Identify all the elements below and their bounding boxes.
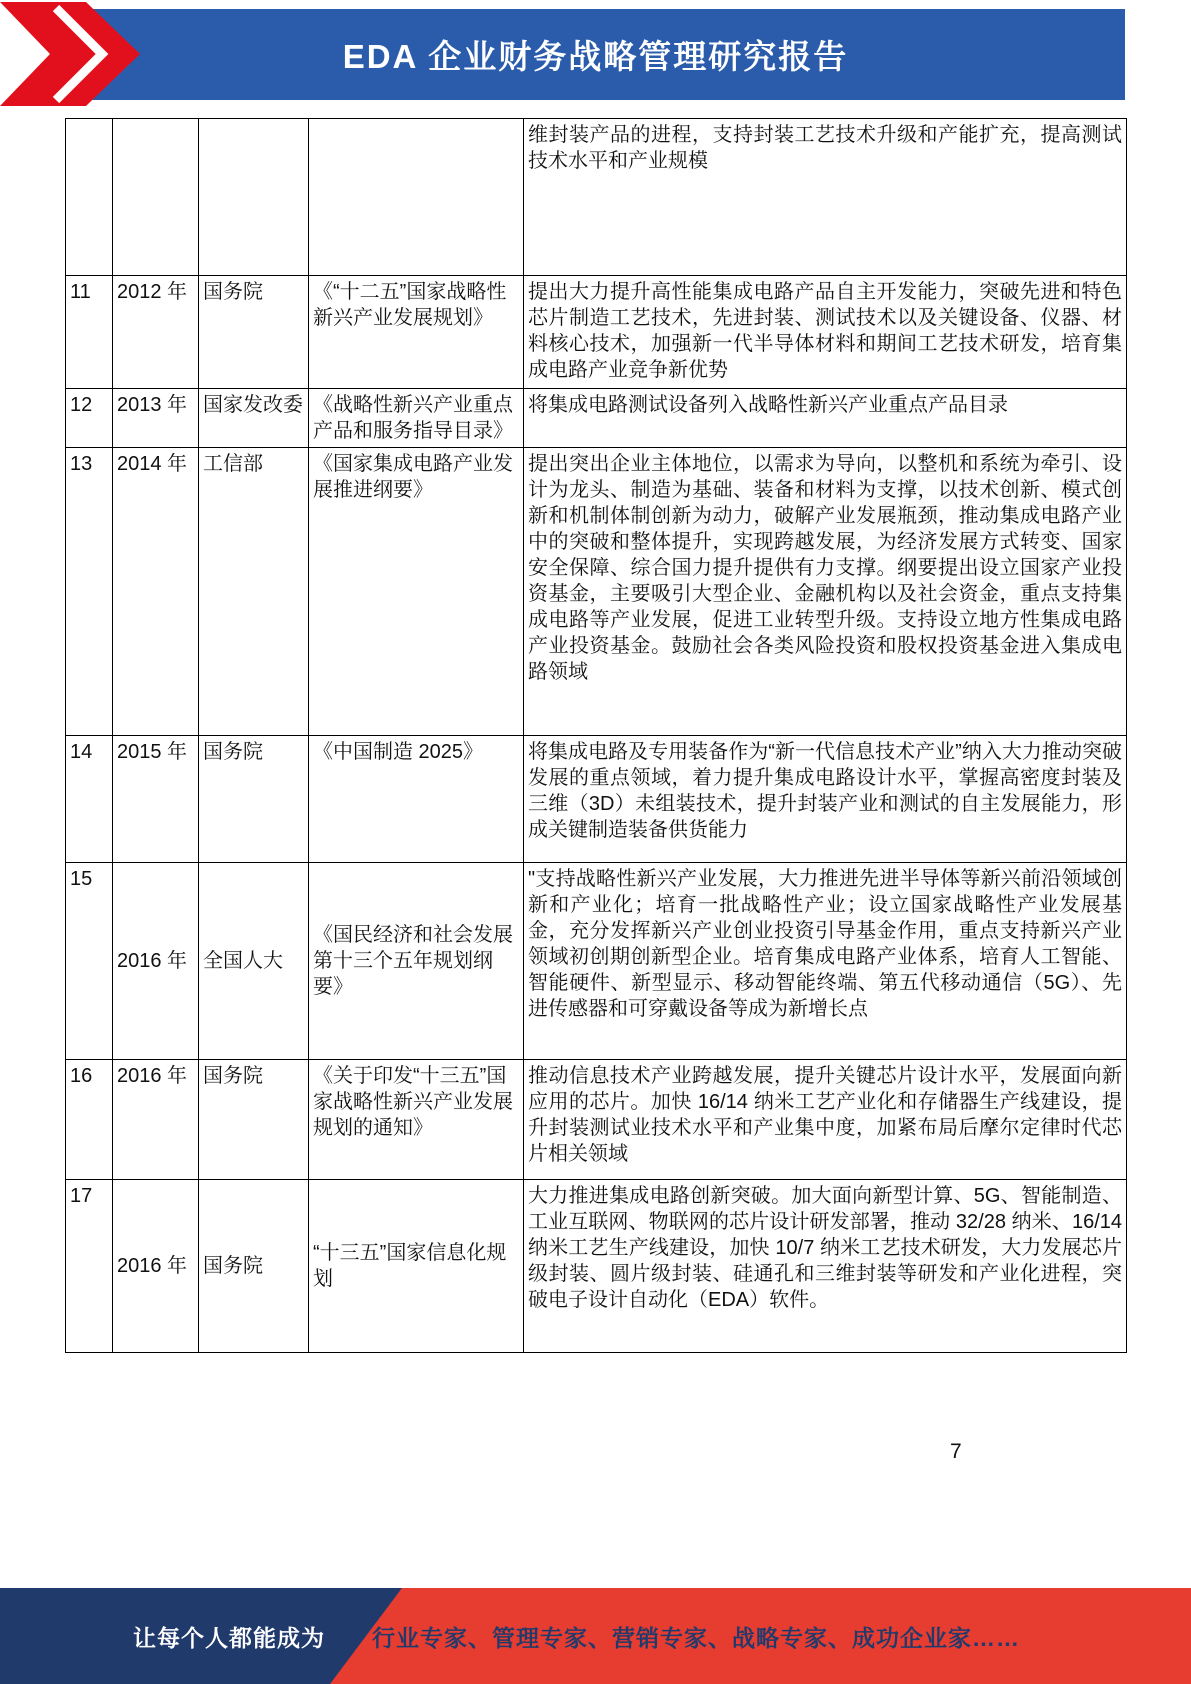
cell-content: 维封装产品的进程，支持封装工艺技术升级和产能扩充，提高测试技术水平和产业规模 — [524, 119, 1127, 276]
cell-policy — [309, 119, 524, 276]
cell-policy: 《国民经济和社会发展第十三个五年规划纲要》 — [309, 863, 524, 1060]
cell-policy: 《中国制造 2025》 — [309, 736, 524, 863]
cell-policy: 《“十二五”国家战略性新兴产业发展规划》 — [309, 276, 524, 389]
table-row — [66, 863, 1127, 1060]
cell-policy: 《战略性新兴产业重点产品和服务指导目录》 — [309, 389, 524, 448]
cell-content: 将集成电路及专用装备作为“新一代信息技术产业”纳入大力推动突破发展的重点领域，着力提升集成电路设计水平，掌握高密度封装及三维（3D）未组装技术，提升封装产业和测试的自主发展能力，形成关键制造装备供货能力 — [524, 736, 1127, 863]
page-number: 7 — [950, 1440, 962, 1463]
cell-no — [66, 119, 113, 276]
cell-agency: 国务院 — [199, 1060, 309, 1180]
cell-year — [113, 119, 199, 276]
cell-no: 16 — [66, 1060, 113, 1180]
report-title: EDA 企业财务战略管理研究报告 — [342, 38, 849, 75]
cell-year: 2013 年 — [113, 389, 199, 448]
cell-content: "支持战略性新兴产业发展，大力推进先进半导体等新兴前沿领域创新和产业化；培育一批战略性产业；设立国家战略性产业发展基金，充分发挥新兴产业创业投资引导基金作用，重点支持新兴产业领域初创期创新型企业。培育集成电路产业体系，培育人工智能、智能硬件、新型显示、移动智能终端、第五代移动通信（5G）、先进传感器和可穿戴设备等成为新增长点 — [524, 863, 1127, 1060]
cell-year: 2016 年 — [113, 863, 199, 1060]
cell-year: 2016 年 — [113, 1060, 199, 1180]
cell-no: 13 — [66, 448, 113, 736]
policy-table — [65, 118, 1127, 1353]
cell-policy: “十三五”国家信息化规划 — [309, 1180, 524, 1353]
cell-content: 推动信息技术产业跨越发展，提升关键芯片设计水平，发展面向新应用的芯片。加快 16/14 纳米工艺产业化和存储器生产线建设，提升封装测试业技术水平和产业集中度，加紧布局后摩尔定律时代芯片相关领域 — [524, 1060, 1127, 1180]
footer-slogan-right: 行业专家、管理专家、营销专家、战略专家、成功企业家…… — [372, 1624, 1020, 1651]
cell-no: 12 — [66, 389, 113, 448]
cell-agency: 国务院 — [199, 736, 309, 863]
table-row — [66, 736, 1127, 863]
policy-table-body — [66, 119, 1127, 1353]
cell-content: 提出大力提升高性能集成电路产品自主开发能力，突破先进和特色芯片制造工艺技术，先进封装、测试技术以及关键设备、仪器、材料核心技术，加强新一代半导体材料和期间工艺技术研发，培育集成电路产业竞争新优势 — [524, 276, 1127, 389]
cell-no: 14 — [66, 736, 113, 863]
cell-agency: 工信部 — [199, 448, 309, 736]
cell-content: 提出突出企业主体地位，以需求为导向，以整机和系统为牵引、设计为龙头、制造为基础、装备和材料为支撑，以技术创新、模式创新和机制体制创新为动力，破解产业发展瓶颈，推动集成电路产业中的突破和整体提升，实现跨越发展，为经济发展方式转变、国家安全保障、综合国力提升提供有力支撑。纲要提出设立国家产业投资基金，主要吸引大型企业、金融机构以及社会资金，重点支持集成电路等产业发展，促进工业转型升级。支持设立地方性集成电路产业投资基金。鼓励社会各类风险投资和股权投资基金进入集成电路领域 — [524, 448, 1127, 736]
cell-content: 大力推进集成电路创新突破。加大面向新型计算、5G、智能制造、工业互联网、物联网的芯片设计研发部署，推动 32/28 纳米、16/14 纳米工艺生产线建设，加快 10/7 纳米工艺技术研发，大力发展芯片级封装、圆片级封装、硅通孔和三维封装等研发和产业化进程，突破电子设计自动化（EDA）软件。 — [524, 1180, 1127, 1353]
red-arrow-icon — [0, 0, 150, 108]
cell-year: 2014 年 — [113, 448, 199, 736]
cell-content: 将集成电路测试设备列入战略性新兴产业重点产品目录 — [524, 389, 1127, 448]
cell-agency: 国务院 — [199, 1180, 309, 1353]
report-header — [66, 9, 1125, 100]
table-row — [66, 1060, 1127, 1180]
footer-slogan-left: 让每个人都能成为 — [133, 1624, 325, 1651]
cell-agency — [199, 119, 309, 276]
cell-agency: 国务院 — [199, 276, 309, 389]
cell-no: 11 — [66, 276, 113, 389]
cell-year: 2015 年 — [113, 736, 199, 863]
footer-banner — [0, 1588, 1191, 1684]
table-row — [66, 1180, 1127, 1353]
cell-policy: 《关于印发“十三五”国家战略性新兴产业发展规划的通知》 — [309, 1060, 524, 1180]
cell-year: 2016 年 — [113, 1180, 199, 1353]
cell-agency: 全国人大 — [199, 863, 309, 1060]
cell-policy: 《国家集成电路产业发展推进纲要》 — [309, 448, 524, 736]
table-row — [66, 448, 1127, 736]
table-row — [66, 389, 1127, 448]
cell-no: 17 — [66, 1180, 113, 1353]
cell-agency: 国家发改委 — [199, 389, 309, 448]
cell-year: 2012 年 — [113, 276, 199, 389]
table-row — [66, 276, 1127, 389]
cell-no: 15 — [66, 863, 113, 1060]
table-row — [66, 119, 1127, 276]
